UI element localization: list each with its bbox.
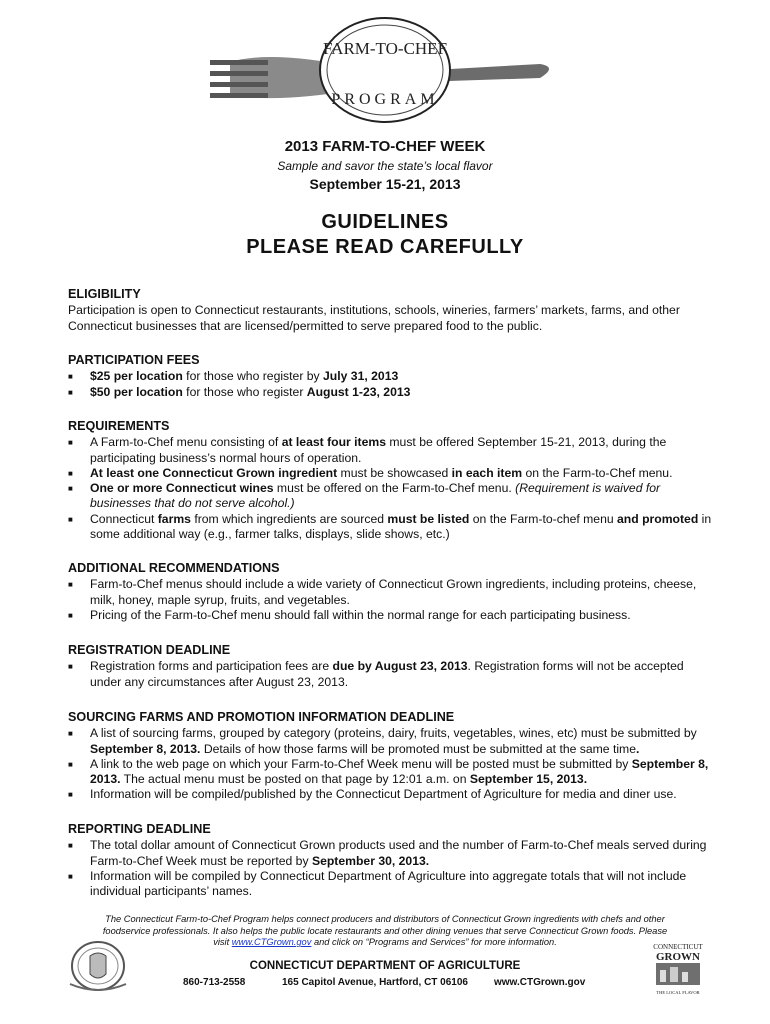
address: 165 Capitol Avenue, Hartford, CT 06106 <box>282 977 468 988</box>
list-item: ■ A list of sourcing farms, grouped by category (proteins, dairy, fruits, vegetables, wines, etc) must be submitted by September 8, 2013. Details of how those farms will be promoted must be submitted at the same time. <box>68 726 697 756</box>
section-heading: ADDITIONAL RECOMMENDATIONS <box>68 561 280 575</box>
requirements-section <box>68 419 718 542</box>
fees-section <box>68 353 718 400</box>
svg-text:THE LOCAL FLAVOR: THE LOCAL FLAVOR <box>656 990 700 995</box>
list-item: ■ $50 per location for those who register August 1-23, 2013 <box>68 384 411 399</box>
ctgrown-link[interactable]: www.CTGrown.gov <box>231 937 312 947</box>
list-item: ■ One or more Connecticut wines must be offered on the Farm-to-Chef menu. (Requirement is waived for businesses that do not serve alcohol.) <box>68 481 661 511</box>
read-carefully-heading: PLEASE READ CAREFULLY <box>246 236 524 258</box>
eligibility-text: Participation is open to Connecticut restaurants, institutions, schools, wineries, farmers’ markets, farms, and other Connecticut businesses that are licensed/permitted to serve prepared food to the public. <box>68 303 680 333</box>
svg-text:CONNECTICUT: CONNECTICUT <box>653 943 703 951</box>
list-item: ■ Pricing of the Farm-to-Chef menu should fall within the normal range for each participating business. <box>68 607 631 622</box>
section-heading: REGISTRATION DEADLINE <box>68 643 231 657</box>
section-heading: REQUIREMENTS <box>68 419 170 433</box>
website: www.CTGrown.gov <box>494 977 586 988</box>
list-item: ■ Registration forms and participation fees are due by August 23, 2013. Registration forms will not be accepted under any circumstances after August 23, 2013. <box>68 659 684 689</box>
guidelines-heading: GUIDELINES <box>321 211 449 233</box>
section-heading: SOURCING FARMS AND PROMOTION INFORMATION DEADLINE <box>68 710 455 724</box>
page-title: 2013 FARM-TO-CHEF WEEK <box>284 138 486 155</box>
section-heading: PARTICIPATION FEES <box>68 353 200 367</box>
department-name: CONNECTICUT DEPARTMENT OF AGRICULTURE <box>249 960 521 972</box>
farm-to-chef-logo <box>210 12 560 130</box>
list-item: ■ Information will be compiled/published by the Connecticut Department of Agriculture for media and diner use. <box>68 787 677 802</box>
eligibility-section <box>68 287 718 334</box>
reporting-section <box>68 822 718 899</box>
connecticut-grown-logo <box>650 940 706 998</box>
list-item: ■ $25 per location for those who register by July 31, 2013 <box>68 369 399 384</box>
section-heading: REPORTING DEADLINE <box>68 822 211 836</box>
registration-section <box>68 643 718 690</box>
list-item: ■ Farm-to-Chef menus should include a wide variety of Connecticut Grown ingredients, including proteins, cheese, milk, honey, maple syrup, fruits, and vegetables. <box>68 577 697 607</box>
list-item: ■ At least one Connecticut Grown ingredient must be showcased in each item on the Farm-to-Chef menu. <box>68 465 673 480</box>
logo-text-bottom: PROGRAM <box>331 91 439 108</box>
program-footnote: The Connecticut Farm-to-Chef Program helps connect producers and distributors of Connecticut Grown ingredients with chefs and other foodservice professionals. It also helps the public locate restaurants and other dining venues that serve Connecticut Grown foods. Please visit www.CTGrown.gov and click on “Programs and Services” for more information. <box>102 914 668 947</box>
section-heading: ELIGIBILITY <box>68 287 141 301</box>
list-item: ■ A Farm-to-Chef menu consisting of at least four items must be offered September 15-21, 2013, during the participating business’s normal hours of operation. <box>68 435 667 465</box>
svg-text:GROWN: GROWN <box>656 951 700 963</box>
tagline: Sample and savor the state’s local flavor <box>277 159 493 173</box>
event-dates: September 15-21, 2013 <box>309 176 461 192</box>
recommendations-section <box>68 561 718 623</box>
sourcing-section <box>68 710 718 803</box>
list-item: ■ A link to the web page on which your Farm-to-Chef Week menu will be posted must be submitted by September 8, 2013. The actual menu must be posted on that page by 12:01 a.m. on September 15, 2013. <box>68 756 709 787</box>
list-item: ■ The total dollar amount of Connecticut Grown products used and the number of Farm-to-Chef meals served during Farm-to-Chef Week must be reported by September 30, 2013. <box>68 838 707 868</box>
list-item: ■ Information will be compiled by Connecticut Department of Agriculture into aggregate totals that will not include individual participants’ names. <box>68 868 687 899</box>
phone-number: 860-713-2558 <box>183 977 246 988</box>
logo-text-top: FARM-TO-CHEF <box>322 39 448 58</box>
list-item: ■ Connecticut farms from which ingredients are sourced must be listed on the Farm-to-chef menu and promoted in some additional way (e.g., farmer talks, displays, slide shows, etc.) <box>68 511 712 542</box>
